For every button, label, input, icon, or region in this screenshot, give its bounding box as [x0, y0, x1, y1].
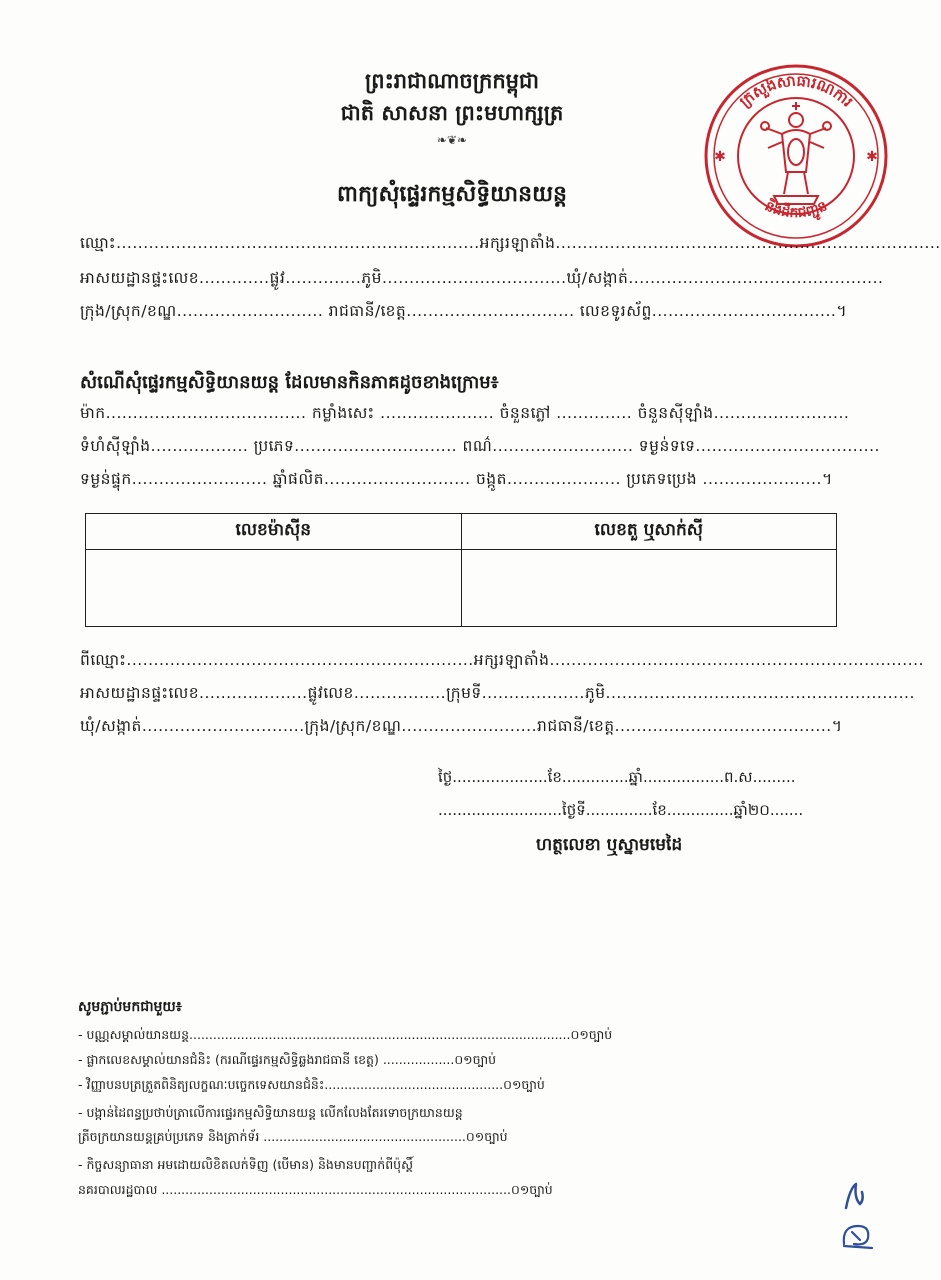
- stamp-text-top: ក្រសួងសាធារណការ: [735, 71, 857, 111]
- svg-text:✱: ✱: [866, 149, 878, 165]
- kingdom-heading: ព្រះរាជាណាចក្រកម្ពុជា: [364, 69, 539, 93]
- attachments-heading: សូមភ្ជាប់មកជាមួយ៖: [78, 999, 182, 1015]
- attachment-item: - វិញ្ញាបនបត្រត្រួតពិនិត្យលក្ខណៈបច្ចេកទេសយានជំនិះ.............................................០១ច្បាប់: [78, 1077, 545, 1092]
- attachment-item: - បង្កាន់ដៃពន្ធប្រថាប់ត្រាលើការផ្ទេរកម្មសិទ្ធិយានយន្ត លើកលែងតែរទោចក្រយានយន្ត: [78, 1105, 463, 1120]
- stamp-text-bottom: និងដឹកជញ្ជូន: [762, 198, 830, 222]
- svg-text:និងដឹកជញ្ជូន: [762, 196, 829, 223]
- owner-name-line: ឈ្មោះ...................................................................អក្សរឡាតាំង.......................................................................: [80, 234, 941, 252]
- seller-name-line: ពីឈ្មោះ................................................................អក្សរឡាតាំង.....................................................................: [80, 651, 924, 669]
- form-title: ពាក្យសុំផ្ទេរកម្មសិទ្ធិយានយន្ត: [337, 182, 567, 207]
- svg-text:✱: ✱: [714, 149, 726, 165]
- chassis-number-header: លេខតួ ឬសាក់ស៊ី: [461, 514, 837, 550]
- date-solar-line: ..........................ថ្ងៃទី..............ខែ..............ឆ្នាំ២០.......: [438, 801, 804, 819]
- engine-number-header: លេខម៉ាស៊ីន: [86, 514, 462, 550]
- owner-city-line: ក្រុង/ស្រុក/ខណ្ឌ........................... រាជធានី/ខេត្ត............................... លេខទូរស័ព្ទ..................................។: [80, 302, 848, 320]
- attachment-item: នគរបាលរដ្ឋបាល ........................................................................................០១ច្បាប់: [78, 1182, 553, 1197]
- seller-commune-line: ឃុំ/សង្កាត់..............................ក្រុង/ស្រុក/ខណ្ឌ.........................រាជធានី/ខេត្ត........................................។: [80, 717, 843, 735]
- attachment-item: - បណ្ណសម្គាល់យានយន្ត................................................................................................០១ច្បាប់: [78, 1027, 613, 1042]
- motto-heading: ជាតិ សាសនា ព្រះមហាក្សត្រ: [340, 101, 564, 125]
- attachment-item: - កិច្ចសន្យាធានា អមដោយលិខិតលក់ទិញ (បើមាន) និងមានបញ្ជាក់ពីប៉ុស្ដិ៍: [78, 1157, 413, 1172]
- ornament-divider: ❧❦❧: [436, 133, 468, 147]
- vehicle-section-heading: សំណើសុំផ្ទេរកម្មសិទ្ធិយានយន្ត ដែលមានកិនភាគដូចខាងក្រោម៖: [80, 372, 499, 393]
- handwritten-signature-mark: [838, 1218, 876, 1252]
- handwritten-initial-mark: [838, 1178, 874, 1214]
- official-seal-stamp: [702, 62, 890, 250]
- signature-label: ហត្ថលេខា ឬស្នាមមេដៃ: [536, 835, 683, 855]
- attachment-item: ត្រីចក្រយានយន្តគ្រប់ប្រភេទ និងត្រាក់ទ័រ ...................................................០១ច្បាប់: [78, 1129, 508, 1144]
- date-lunar-line: ថ្ងៃ....................ខែ..............ឆ្នាំ.................ព.ស.........: [438, 768, 796, 786]
- seller-address-line: អាសយដ្ឋានផ្ទះលេខ....................ផ្លូវលេខ.................ក្រុមទី...................ភូមិ.........................................................: [80, 684, 915, 702]
- chassis-number-cell[interactable]: [461, 550, 837, 627]
- vehicle-weight-line: ទម្ងន់ផ្ទុក......................... ឆ្នាំផលិត........................... ចង្កូត..................... ប្រភេទប្រេង ......................។: [80, 470, 833, 488]
- engine-number-cell[interactable]: [86, 550, 462, 627]
- vehicle-size-line: ទំហំស៊ីឡាំង.................. ប្រភេទ.............................. ពណ៌.......................... ទម្ងន់ទទេ..................................: [80, 437, 880, 455]
- engine-chassis-table: [85, 513, 837, 627]
- vehicle-make-line: ម៉ាក..................................... កម្លាំងសេះ ..................... ចំនួនភ្លៅ .............. ចំនួនស៊ីឡាំង.........................: [80, 404, 850, 422]
- owner-address-line: អាសយដ្ឋានផ្ទះលេខ.............ផ្លូវ..............ភូមិ..................................ឃុំ/សង្កាត់...............................................: [80, 269, 884, 287]
- attachment-item: - ផ្លាកលេខសម្គាល់យានជំនិះ (ករណីផ្ទេរកម្មសិទ្ធិឆ្លងរាជធានី ខេត្ត) ..................០១ច្បាប់: [78, 1052, 497, 1067]
